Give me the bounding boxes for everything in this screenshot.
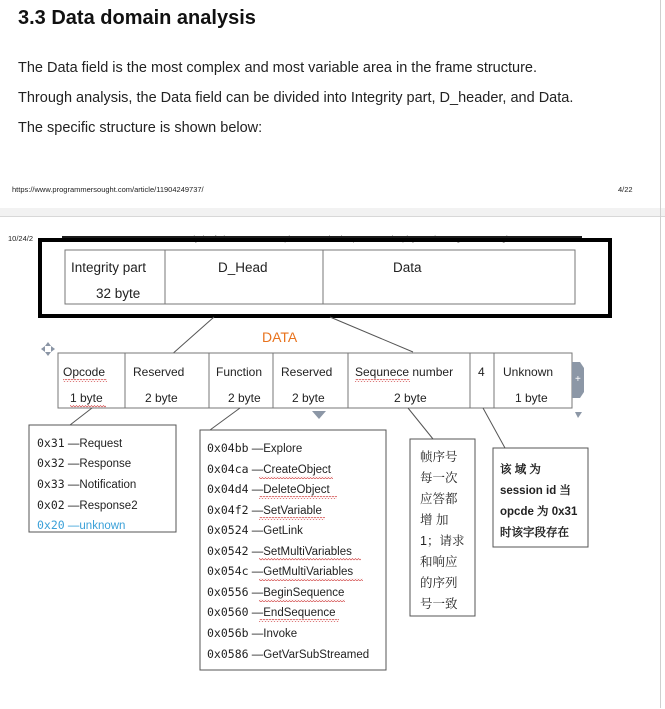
field-size-function: 2 byte [228, 391, 261, 405]
squiggle-underline [259, 496, 337, 499]
field-size-sequence: 2 byte [394, 391, 427, 405]
paragraph-line-2: Through analysis, the Data field can be divided into Integrity part, D_header, and Data. [18, 90, 574, 106]
field-size-reserved-2: 2 byte [292, 391, 325, 405]
opcode-row: 0x32 —Response [37, 456, 132, 470]
sequence-note-line: 和响应 [420, 555, 458, 569]
header-date: 10/24/2 [8, 234, 34, 243]
squiggle-underline [259, 476, 333, 479]
unknown-note-line: opcde 为 0x31 [500, 506, 578, 518]
integrity-label: Integrity part [71, 260, 147, 275]
sequence-note-line: 每一次 [420, 471, 458, 485]
sequence-note-box [410, 439, 475, 616]
function-values-box [200, 430, 386, 670]
function-row: 0x0586 —GetVarSubStreamed [207, 647, 370, 661]
squiggle-underline [259, 517, 325, 520]
function-row: 0x04d4 —DeleteObject [207, 482, 330, 496]
squiggle-underline [355, 379, 410, 382]
opcode-row: 0x33 —Notification [37, 477, 137, 491]
expand-line-left [170, 317, 214, 356]
top-boxes [65, 250, 575, 304]
opcode-row: 0x31 —Request [37, 436, 123, 450]
field-size-reserved-1: 2 byte [145, 391, 178, 405]
unknown-note-line: session id 当 [500, 485, 571, 497]
squiggle-underline [70, 405, 106, 408]
connector-function [210, 408, 240, 430]
footer-url: https://www.programmersought.com/article/11904249737/ [12, 185, 204, 194]
page-separator [0, 208, 665, 216]
page-number: 4/22 [618, 185, 633, 194]
plus-glyph: + [575, 374, 581, 385]
field-name-4: 4 [478, 365, 485, 379]
paragraph-line-3: The specific structure is shown below: [18, 120, 263, 136]
document-page-1 [0, 0, 665, 208]
integrity-size: 32 byte [96, 286, 141, 301]
squiggle-underline [259, 619, 339, 622]
function-row: 0x0524 —GetLink [207, 523, 303, 537]
squiggle-underline [63, 379, 107, 382]
sequence-note-line: 的序列 [420, 576, 458, 590]
field-name-unknown: Unknown [503, 365, 554, 379]
opcode-values-box [29, 425, 176, 532]
corner-handle-icon [575, 412, 582, 418]
sequence-note-line: 应答都 [420, 492, 458, 506]
frame-structure-diagram [0, 216, 665, 708]
paragraph-line-1: The Data field is the most complex and most variable area in the frame structure. [18, 60, 538, 76]
expand-arrow-icon [572, 362, 584, 398]
connector-opcode [70, 408, 92, 425]
squiggle-underline [259, 578, 363, 581]
top-box-outline [65, 250, 575, 304]
field-size-opcode: 1 byte [70, 391, 103, 405]
expand-line-right [330, 317, 413, 352]
field-name-reserved-2: Reserved [281, 365, 333, 379]
field-name-reserved-1: Reserved [133, 365, 185, 379]
field-name-function: Function [216, 365, 263, 379]
field-size-unknown: 1 byte [515, 391, 548, 405]
opcode-row: 0x20 —unknown [37, 518, 126, 532]
section-heading: 3.3 Data domain analysis [18, 7, 256, 29]
connector-sequence [408, 408, 433, 439]
function-row: 0x04ca —CreateObject [207, 462, 332, 476]
function-row: 0x0560 —EndSequence [207, 605, 336, 619]
dhead-label: D_Head [218, 260, 268, 275]
function-row: 0x056b —Invoke [207, 626, 298, 640]
function-row: 0x04bb —Explore [207, 441, 303, 455]
function-row: 0x0542 —SetMultiVariables [207, 544, 352, 558]
move-handle-icon [41, 342, 55, 356]
function-row: 0x054c —GetMultiVariables [207, 564, 354, 578]
unknown-note-line: 该 域 为 [500, 464, 541, 476]
field-name-opcode: Opcode [63, 365, 106, 379]
unknown-note-box [493, 448, 588, 547]
squiggle-underline [259, 558, 361, 561]
field-table [58, 353, 572, 408]
connector-unknown [483, 408, 505, 448]
data-caption: DATA [262, 329, 298, 345]
squiggle-underline [259, 599, 345, 602]
down-arrow-icon [312, 411, 326, 419]
sequence-note-line: 增 加 [420, 513, 449, 527]
opcode-row: 0x02 —Response2 [37, 498, 138, 512]
function-row: 0x0556 —BeginSequence [207, 585, 345, 599]
sequence-note-line: 帧序号 [420, 450, 458, 464]
sequence-note-line: 号一致 [420, 597, 458, 611]
field-name-sequence: Sequnece number [355, 365, 454, 379]
unknown-note-line: 时该字段存在 [500, 527, 569, 539]
function-row: 0x04f2 —SetVariable [207, 503, 322, 517]
sequence-note-line: 1；请求 [420, 534, 465, 548]
data-label: Data [393, 260, 422, 275]
